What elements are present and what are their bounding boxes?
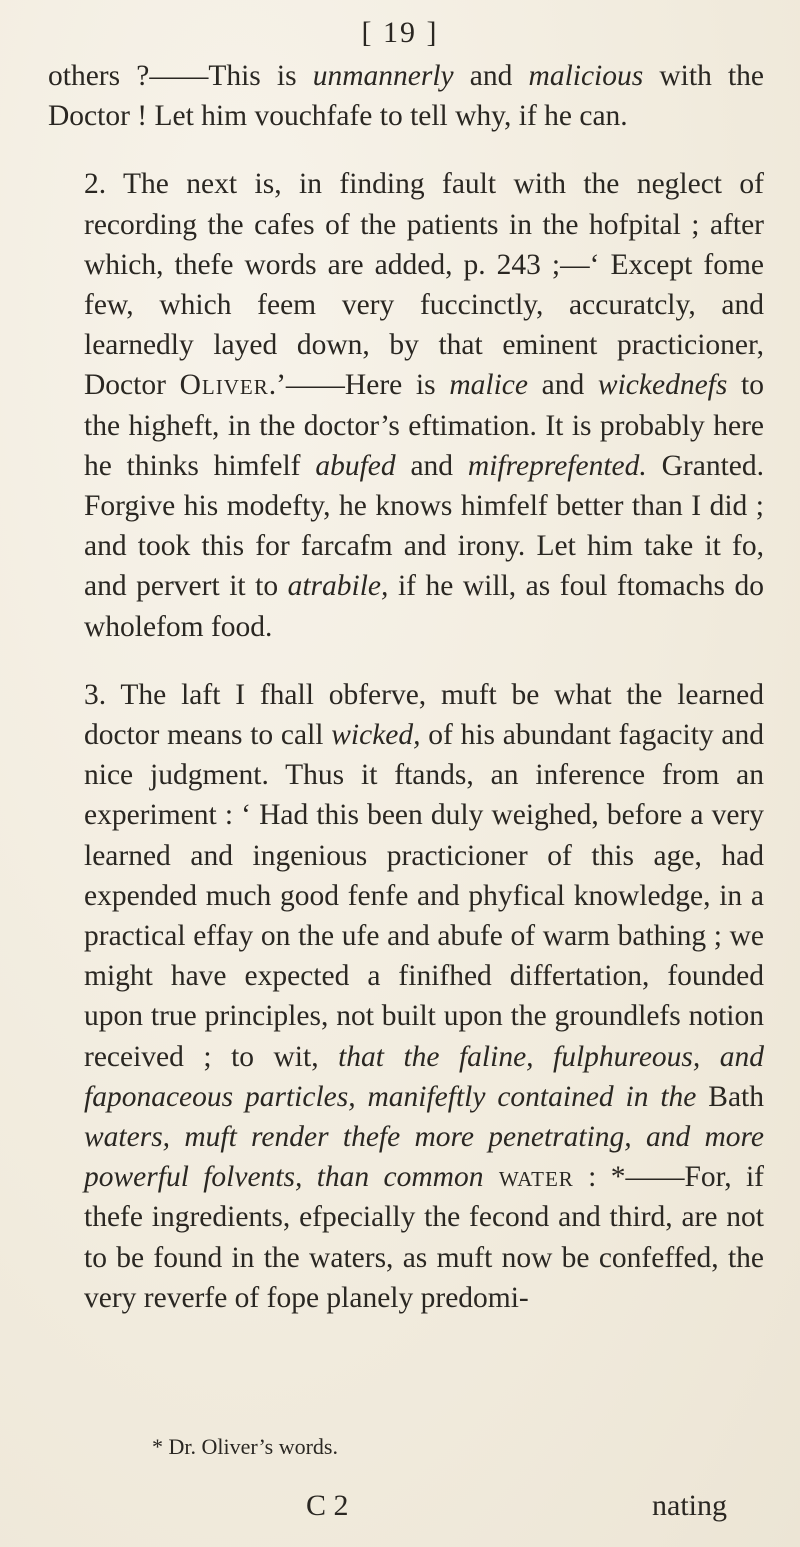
- italic-run: malice: [449, 369, 528, 402]
- italic-run: unmannerly: [312, 60, 454, 92]
- italic-run: atrabile,: [287, 570, 389, 603]
- catchword: nating: [652, 1489, 727, 1522]
- italic-run: wicked,: [331, 719, 421, 752]
- text-run: of his abundant fagacity and nice judgment. Thus it ftands, an inference from an experiment : ‘ Had this been duly weighed, before a very learned and ingenious practicioner of this age, had expended much good fenfe and phyfical knowledge, in a practical effay on the ufe and abufe of warm bathing ; we might have expected a finifhed differtation, founded upon true principles, not built upon the groundlefs notion received ; to wit,: [84, 719, 764, 1073]
- footnote: * Dr. Oliver’s words.: [152, 1434, 338, 1459]
- paragraph-1: [48, 56, 764, 136]
- paragraph-2: [48, 164, 764, 646]
- italic-run: mifreprefented.: [467, 449, 647, 482]
- text-run: 2. The next is, in finding fault with the neglect of recording the cafes of the patients in the hofpital ; after which, thefe words are added, p. 243 ;—‘ Except fome few, which feem very fuccinctly, accuratcly, and learnedly layed down, by that eminent practicioner, Doctor: [84, 168, 764, 402]
- small-caps-run: water: [483, 1161, 574, 1194]
- text-run: : *——For, if thefe ingredients, efpecially the fecond and third, are not to be found in the waters, as muft now be confeffed, the very reverfe of fope planely predomi-: [84, 1161, 764, 1314]
- text-run: and: [453, 60, 529, 92]
- text-run: and: [527, 369, 598, 402]
- italic-run: waters, muft render thefe more penetrating, and more powerful folvents, than common: [84, 1121, 764, 1194]
- small-caps-run: Oliver: [179, 369, 269, 402]
- page-number: [ 19 ]: [361, 16, 439, 49]
- italic-run: abufed: [315, 449, 396, 482]
- text-run: .’——Here is: [268, 369, 450, 402]
- text-run: Granted. Forgive his modefty, he knows himfelf better than I did ; and took this for farcafm and irony. Let him take it fo, and pervert it to: [84, 449, 764, 603]
- text-run: if he will, as foul ftomachs do wholefom food.: [84, 570, 765, 643]
- paragraph-3: [48, 675, 764, 1318]
- italic-run: that the faline, fulphureous, and faponaceous particles, manifeftly contained in the: [84, 1040, 765, 1113]
- text-run: with the Doctor ! Let him vouchfafe to tell why, if he can.: [48, 60, 764, 133]
- body-text: [48, 56, 764, 1318]
- italic-run: wickednefs: [597, 369, 728, 402]
- text-run: 3. The laft I fhall obferve, muft be what the learned doctor means to call: [84, 678, 764, 752]
- text-run: to the higheft, in the doctor’s eftimation. It is probably here he thinks himfelf: [84, 369, 764, 482]
- italic-run: malicious: [528, 60, 644, 92]
- text-run: Bath: [696, 1080, 764, 1113]
- text-run: and: [395, 449, 468, 482]
- signature-mark: C 2: [306, 1489, 349, 1522]
- text-run: others ?——This is: [48, 60, 313, 92]
